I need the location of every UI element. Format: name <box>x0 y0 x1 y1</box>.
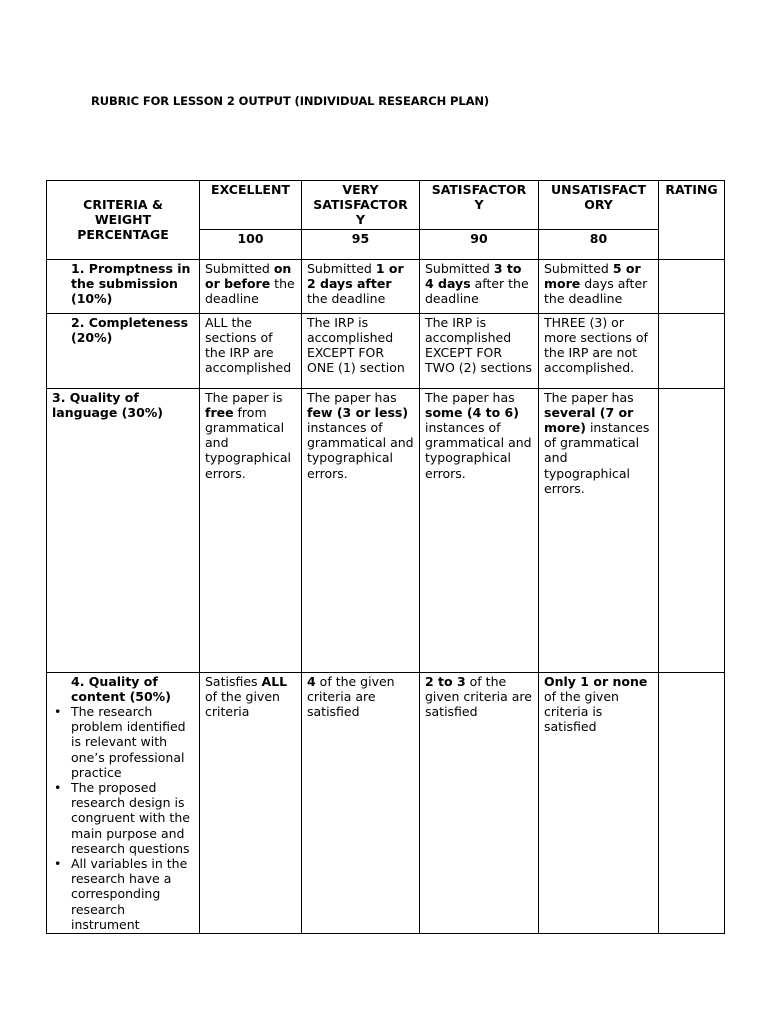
cell-very-satisfactory: 4 of the given criteria are satisfied <box>302 672 420 933</box>
score-very-satisfactory: 95 <box>302 229 420 259</box>
rubric-table <box>46 180 725 934</box>
cell-rating[interactable] <box>659 672 725 933</box>
cell-unsatisfactory: The paper has several (7 or more) instances of grammatical and typographical errors. <box>539 388 659 672</box>
cell-rating[interactable] <box>659 313 725 388</box>
cell-excellent: The paper is free from grammatical and typographical errors. <box>200 388 302 672</box>
list-item: • All variables in the research have a corresponding research instrument <box>71 856 194 932</box>
criterion-label: 3. Quality of language (30%) <box>52 389 164 420</box>
criterion-cell <box>47 313 200 388</box>
cell-very-satisfactory: The paper has few (3 or less) instances of grammatical and typographical errors. <box>302 388 420 672</box>
header-rating: RATING <box>659 181 725 260</box>
cell-excellent: Satisfies ALL of the given criteria <box>200 672 302 933</box>
cell-unsatisfactory: Only 1 or none of the given criteria is satisfied <box>539 672 659 933</box>
cell-satisfactory: The paper has some (4 to 6) instances of grammatical and typographical errors. <box>420 388 539 672</box>
score-excellent: 100 <box>200 229 302 259</box>
criterion-cell <box>47 259 200 313</box>
cell-satisfactory: The IRP is accomplished EXCEPT FOR TWO (2) sections <box>420 313 539 388</box>
criterion-cell <box>47 388 200 672</box>
list-item: • The proposed research design is congruent with the main purpose and research questions <box>71 780 194 856</box>
cell-very-satisfactory: The IRP is accomplished EXCEPT FOR ONE (1) section <box>302 313 420 388</box>
table-row <box>47 259 725 313</box>
list-item: • The research problem identified is relevant with one’s professional practice <box>71 704 194 780</box>
criterion-label: 2. Completeness (20%) <box>71 314 189 345</box>
table-row <box>47 388 725 672</box>
cell-unsatisfactory: THREE (3) or more sections of the IRP are not accomplished. <box>539 313 659 388</box>
table-row <box>47 313 725 388</box>
header-criteria: CRITERIA & WEIGHT PERCENTAGE <box>47 181 200 260</box>
score-satisfactory: 90 <box>420 229 539 259</box>
cell-excellent: ALL the sections of the IRP are accomplished <box>200 313 302 388</box>
cell-excellent: Submitted on or before the deadline <box>200 259 302 313</box>
header-satisfactory: SATISFACTOR Y <box>420 181 539 230</box>
header-unsatisfactory: UNSATISFACT ORY <box>539 181 659 230</box>
document-title: RUBRIC FOR LESSON 2 OUTPUT (INDIVIDUAL RESEARCH PLAN) <box>91 94 490 108</box>
header-excellent: EXCELLENT <box>200 181 302 230</box>
cell-rating[interactable] <box>659 259 725 313</box>
cell-satisfactory: 2 to 3 of the given criteria are satisfied <box>420 672 539 933</box>
criteria-list <box>52 704 194 932</box>
criterion-cell <box>47 672 200 933</box>
score-unsatisfactory: 80 <box>539 229 659 259</box>
cell-very-satisfactory: Submitted 1 or 2 days after the deadline <box>302 259 420 313</box>
header-row <box>47 181 725 230</box>
criterion-label: 4. Quality of content (50%) <box>71 673 171 704</box>
header-very-satisfactory: VERY SATISFACTOR Y <box>302 181 420 230</box>
table-row <box>47 672 725 933</box>
cell-unsatisfactory: Submitted 5 or more days after the deadline <box>539 259 659 313</box>
cell-rating[interactable] <box>659 388 725 672</box>
criterion-label: 1. Promptness in the submission (10%) <box>71 260 191 307</box>
cell-satisfactory: Submitted 3 to 4 days after the deadline <box>420 259 539 313</box>
